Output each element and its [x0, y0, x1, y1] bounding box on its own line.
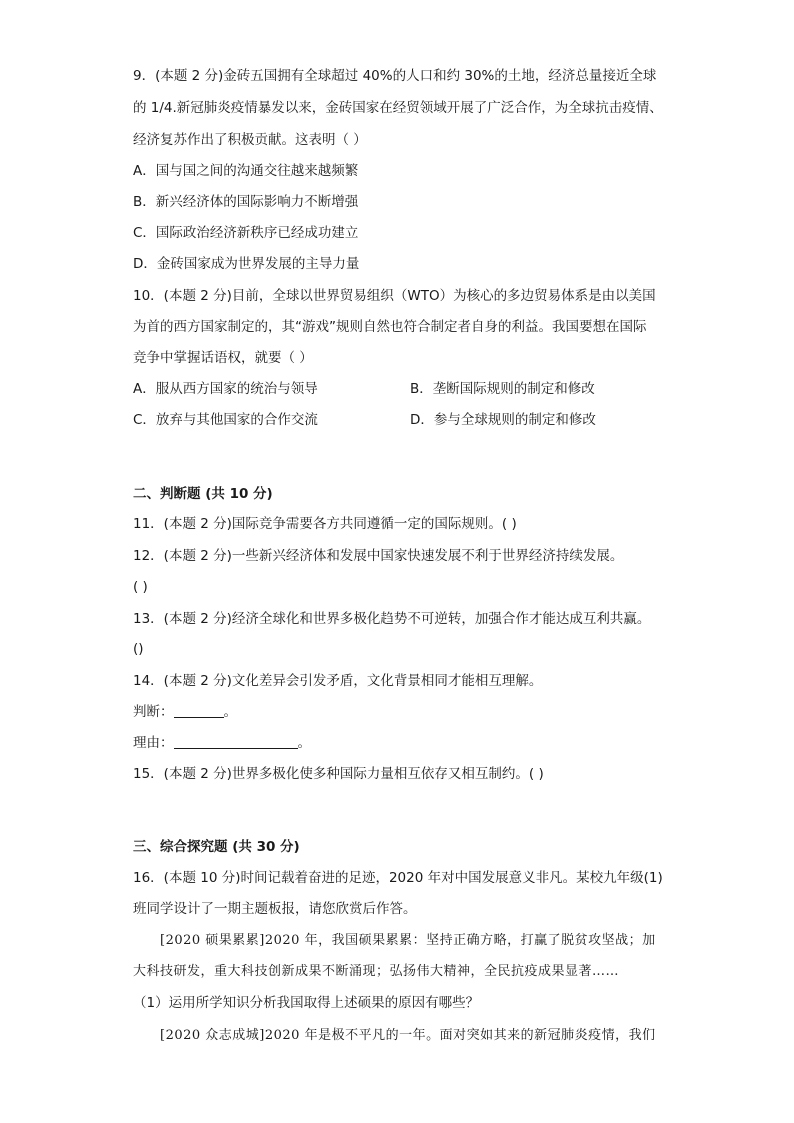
q16-stem-line1: 16．(本题 10 分)时间记载着奋进的足迹，2020 年对中国发展意义非凡。某校九年级(1) [133, 870, 663, 886]
q14-reason-label: 理由： [133, 735, 174, 751]
q16-quote1-line1: [2020 硕果累累]2020 年，我国硕果累累：坚持正确方略，打赢了脱贫攻坚战；加 [160, 933, 656, 948]
q16-subquestion-1: （1）运用所学知识分析我国取得上述硕果的原因有哪些？ [133, 995, 480, 1011]
q9-stem-line3: 经济复苏作出了积极贡献。这表明（ ） [133, 132, 367, 148]
q9-option-a: A．国与国之间的沟通交往越来越频繁 [133, 163, 359, 179]
q13-line1: 13．(本题 2 分)经济全球化和世界多极化趋势不可逆转，加强合作才能达成互利共赢。 [133, 611, 651, 627]
q9-option-b: B．新兴经济体的国际影响力不断增强 [133, 194, 359, 210]
q14-judge-end: 。 [223, 704, 237, 720]
q14-judge-row [133, 703, 237, 721]
q10-option-d: D．参与全球规则的制定和修改 [410, 412, 596, 428]
q14-judge-label: 判断： [133, 704, 174, 720]
q14-reason-row [133, 734, 311, 752]
q10-stem-line3: 竞争中掌握话语权，就要（ ） [133, 350, 313, 366]
q9-option-c: C．国际政治经济新秩序已经成功建立 [133, 225, 359, 241]
q14-reason-end: 。 [297, 735, 311, 751]
section-2-title: 二、判断题 (共 10 分) [133, 486, 273, 502]
section-3-title: 三、综合探究题 (共 30 分) [133, 839, 300, 855]
q16-quote2-line1: [2020 众志成城]2020 年是极不平凡的一年。面对突如其来的新冠肺炎疫情，我们 [160, 1028, 656, 1043]
q12-line2: ( ) [133, 579, 148, 595]
q16-quote1-line2: 大科技研发，重大科技创新成果不断涌现；弘扬伟大精神，全民抗疫成果显著…… [133, 964, 620, 979]
q15: 15．(本题 2 分)世界多极化使多种国际力量相互依存又相互制约。( ) [133, 766, 544, 782]
q14-reason-blank[interactable] [174, 734, 298, 749]
q10-option-b: B．垄断国际规则的制定和修改 [410, 381, 595, 397]
q12-line1: 12．(本题 2 分)一些新兴经济体和发展中国家快速发展不利于世界经济持续发展。 [133, 548, 624, 564]
q9-stem-line2: 的 1/4.新冠肺炎疫情暴发以来，金砖国家在经贸领域开展了广泛合作，为全球抗击疫情、 [133, 100, 663, 116]
q9-stem-line1: 9．(本题 2 分)金砖五国拥有全球超过 40%的人口和约 30%的土地，经济总量接近全球 [133, 68, 657, 84]
q14-line1: 14．(本题 2 分)文化差异会引发矛盾，文化背景相同才能相互理解。 [133, 673, 543, 689]
q9-option-d: D．金砖国家成为世界发展的主导力量 [133, 256, 360, 272]
q13-line2: () [133, 641, 144, 657]
q10-option-a: A．服从西方国家的统治与领导 [133, 381, 318, 397]
q16-stem-line2: 班同学设计了一期主题板报，请您欣赏后作答。 [133, 901, 417, 917]
q10-option-c: C．放弃与其他国家的合作交流 [133, 412, 318, 428]
q11: 11．(本题 2 分)国际竞争需要各方共同遵循一定的国际规则。( ) [133, 516, 517, 532]
q14-judge-blank[interactable] [174, 703, 224, 718]
q10-stem-line1: 10．(本题 2 分)目前，全球以世界贸易组织（WTO）为核心的多边贸易体系是由以美国 [133, 288, 656, 304]
q10-stem-line2: 为首的西方国家制定的，其“游戏”规则自然也符合制定者自身的利益。我国要想在国际 [133, 319, 647, 335]
